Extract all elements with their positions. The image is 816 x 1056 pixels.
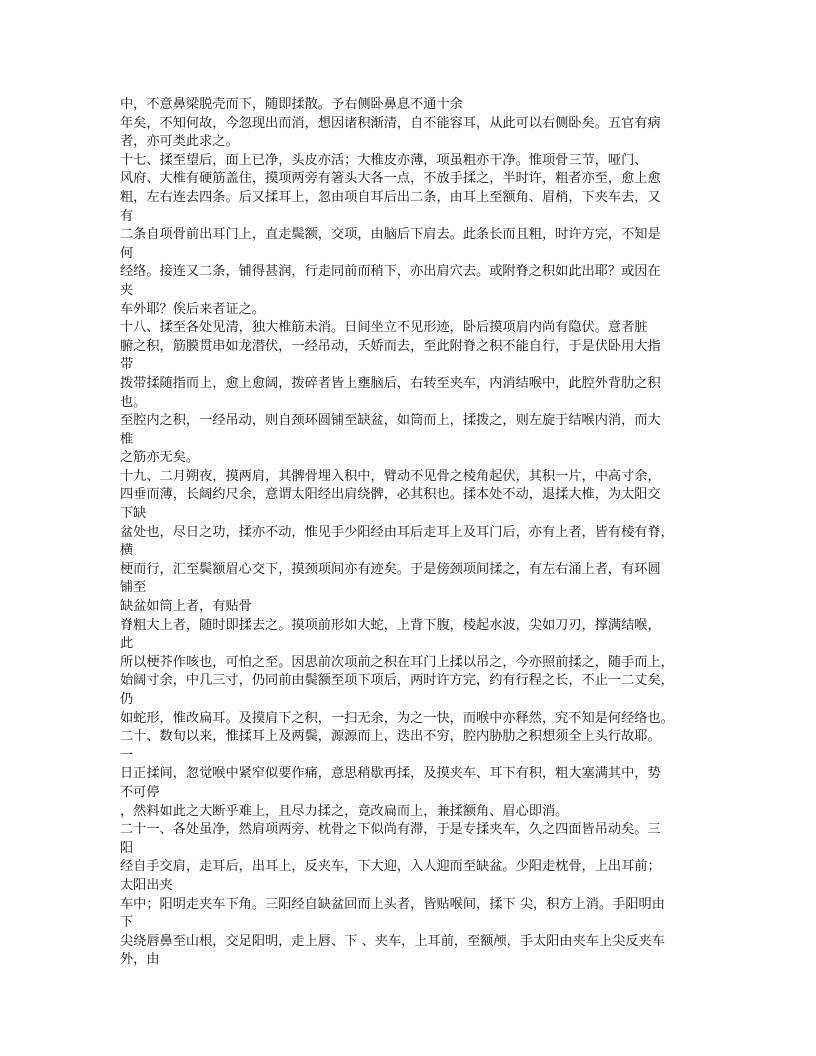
text-line: 车外耶？俟后来者证之。 [120,301,266,317]
text-line: ，然料如此之大断乎难上，且尽力揉之，竟改扁而上，兼揉额角、眉心即消。 [120,803,569,819]
text-line: 日正揉间，忽觉喉中紧窄似要作痛，意思稍歇再揉，及摸夹车、耳下有积，粗大塞满其中，势 [120,766,661,782]
text-line: 梗而行，汇至鬓额眉心交下，摸颈项间亦有迹矣。于是傍颈项间揉之，有左右涌上者，有环圆 [120,561,661,577]
text-line: 不可停 [120,784,160,800]
text-line: 十七、揉至望后，面上已净，头皮亦活；大椎皮亦薄，项虽粗亦干净。惟项骨三节，哑门、 [120,152,648,168]
text-line: 风府、大椎有硬筋盖住，摸项两旁有箸头大各一点，不放手揉之，半时许，粗者亦至，愈上愈 [120,171,661,187]
text-line: 带 [120,357,134,373]
text-line: 粗，左右连去四条。后又揉耳上，忽由项自耳后出二条，由耳上至额角、眉梢，下夹车去，又 [120,189,661,205]
text-line: 二十一、各处虽净，然肩项两旁、枕骨之下似尚有滞，于是专揉夹车，久之四面皆吊动矣。三 [120,822,661,838]
text-line: 四垂而薄，长阔约尺余，意谓太阳经出肩绕髀，必其积也。揉本处不动，退揉大椎，为太阳交 [120,487,661,503]
text-line: 车中；阳明走夹车下角。三阳经自缺盆回而上头者，皆贴喉间，揉下 尖，积方上消。手阳明由 [120,896,665,912]
text-line: 尖绕唇鼻至山根，交足阳明，走上唇、下 、夹车，上耳前，至额颅，手太阳由夹车上尖反夹车 [120,933,665,949]
text-line: 二十、数旬以来，惟揉耳上及两鬓，源源而上，迭出不穷，腔内胁肋之积想须全上头行故耶。 [120,729,661,745]
text-line: 经络。接连又二条，铺得甚润，行走同前而稍下，亦出肩穴去。或附脊之积如此出耶？或因在 [120,264,661,280]
text-line: 也。 [120,394,147,410]
text-line: 此 [120,636,134,652]
text-line: 夹 [120,282,134,298]
text-line: 外，由 [120,952,160,968]
text-line: 年矣，不知何故，今忽现出而消，想因诸积渐清，自不能容耳，从此可以右侧卧矣。五官有病 [120,115,661,131]
text-line: 阳 [120,840,134,856]
text-line: 如蛇形，惟改扁耳。及摸肩下之积，一扫无余，为之一快，而喉中亦释然，究不知是何经络也。 [120,710,674,726]
text-line: 椎 [120,431,134,447]
text-line: 十九、二月朔夜，摸两肩，其髀骨埋入积中，臂动不见骨之棱角起伏，其积一片，中高寸余， [120,468,661,484]
text-line: 一 [120,747,134,763]
document-page [120,96,704,970]
text-line: 盆处也，尽日之功，揉亦不动，惟见手少阳经由耳后走耳上及耳门后，亦有上者，皆有棱有脊， [120,524,674,540]
text-line: 拨带揉随指而上，愈上愈阔，拨碎者皆上壅脑后，右转至夹车，内消结喉中，此腔外背肋之积 [120,375,661,391]
text-line: 缺盆如筒上者，有贴骨 [120,599,252,615]
text-line: 有 [120,208,134,224]
text-line: 腑之积，筋膜贯串如龙潜伏，一经吊动，夭娇而去，至此附脊之积不能自行，于是伏卧用大指 [120,338,661,354]
text-line: 脊粗大上者，随时即揉去之。摸项前形如大蛇，上背下腹，棱起水波，尖如刀刃，撑满结喉， [120,617,661,633]
text-line: 者，亦可类此求之。 [120,134,239,150]
text-line: 铺至 [120,580,147,596]
text-line: 下 [120,915,134,931]
text-line: 至腔内之积，一经吊动，则自颈环圆铺至缺盆，如筒而上，揉拨之，则左旋于结喉内消，而大 [120,413,661,429]
text-line: 太阳出夹 [120,877,173,893]
text-line: 横 [120,543,134,559]
text-line: 所以梗芥作咳也，可怕之至。因思前次项前之积在耳门上揉以吊之，今亦照前揉之，随手而上， [120,654,674,670]
text-line: 仍 [120,692,134,707]
text-line: 何 [120,245,134,261]
text-line: 下缺 [120,506,147,522]
text-line: 经自手交肩，走耳后，出耳上，反夹车，下大迎，入人迎而至缺盆。少阳走枕骨，上出耳前； [120,859,661,875]
text-line: 二条自项骨前出耳门上，直走鬓额，交项，由脑后下肩去。此条长而且粗，时许方完，不知是 [120,227,661,243]
text-line: 中，不意鼻梁脱壳而下，随即揉散。予右侧卧鼻息不通十余 [120,97,463,112]
text-line: 十八、揉至各处见清，独大椎筋未消。日间坐立不见形迹，卧后摸项肩内尚有隐伏。意者脏 [120,320,648,336]
text-line: 始阔寸余，中几三寸，仍同前由鬓额至项下项后，两时许方完，约有行程之长，不止一二丈矣， [120,673,674,689]
text-line: 之筋亦无矣。 [120,450,200,466]
